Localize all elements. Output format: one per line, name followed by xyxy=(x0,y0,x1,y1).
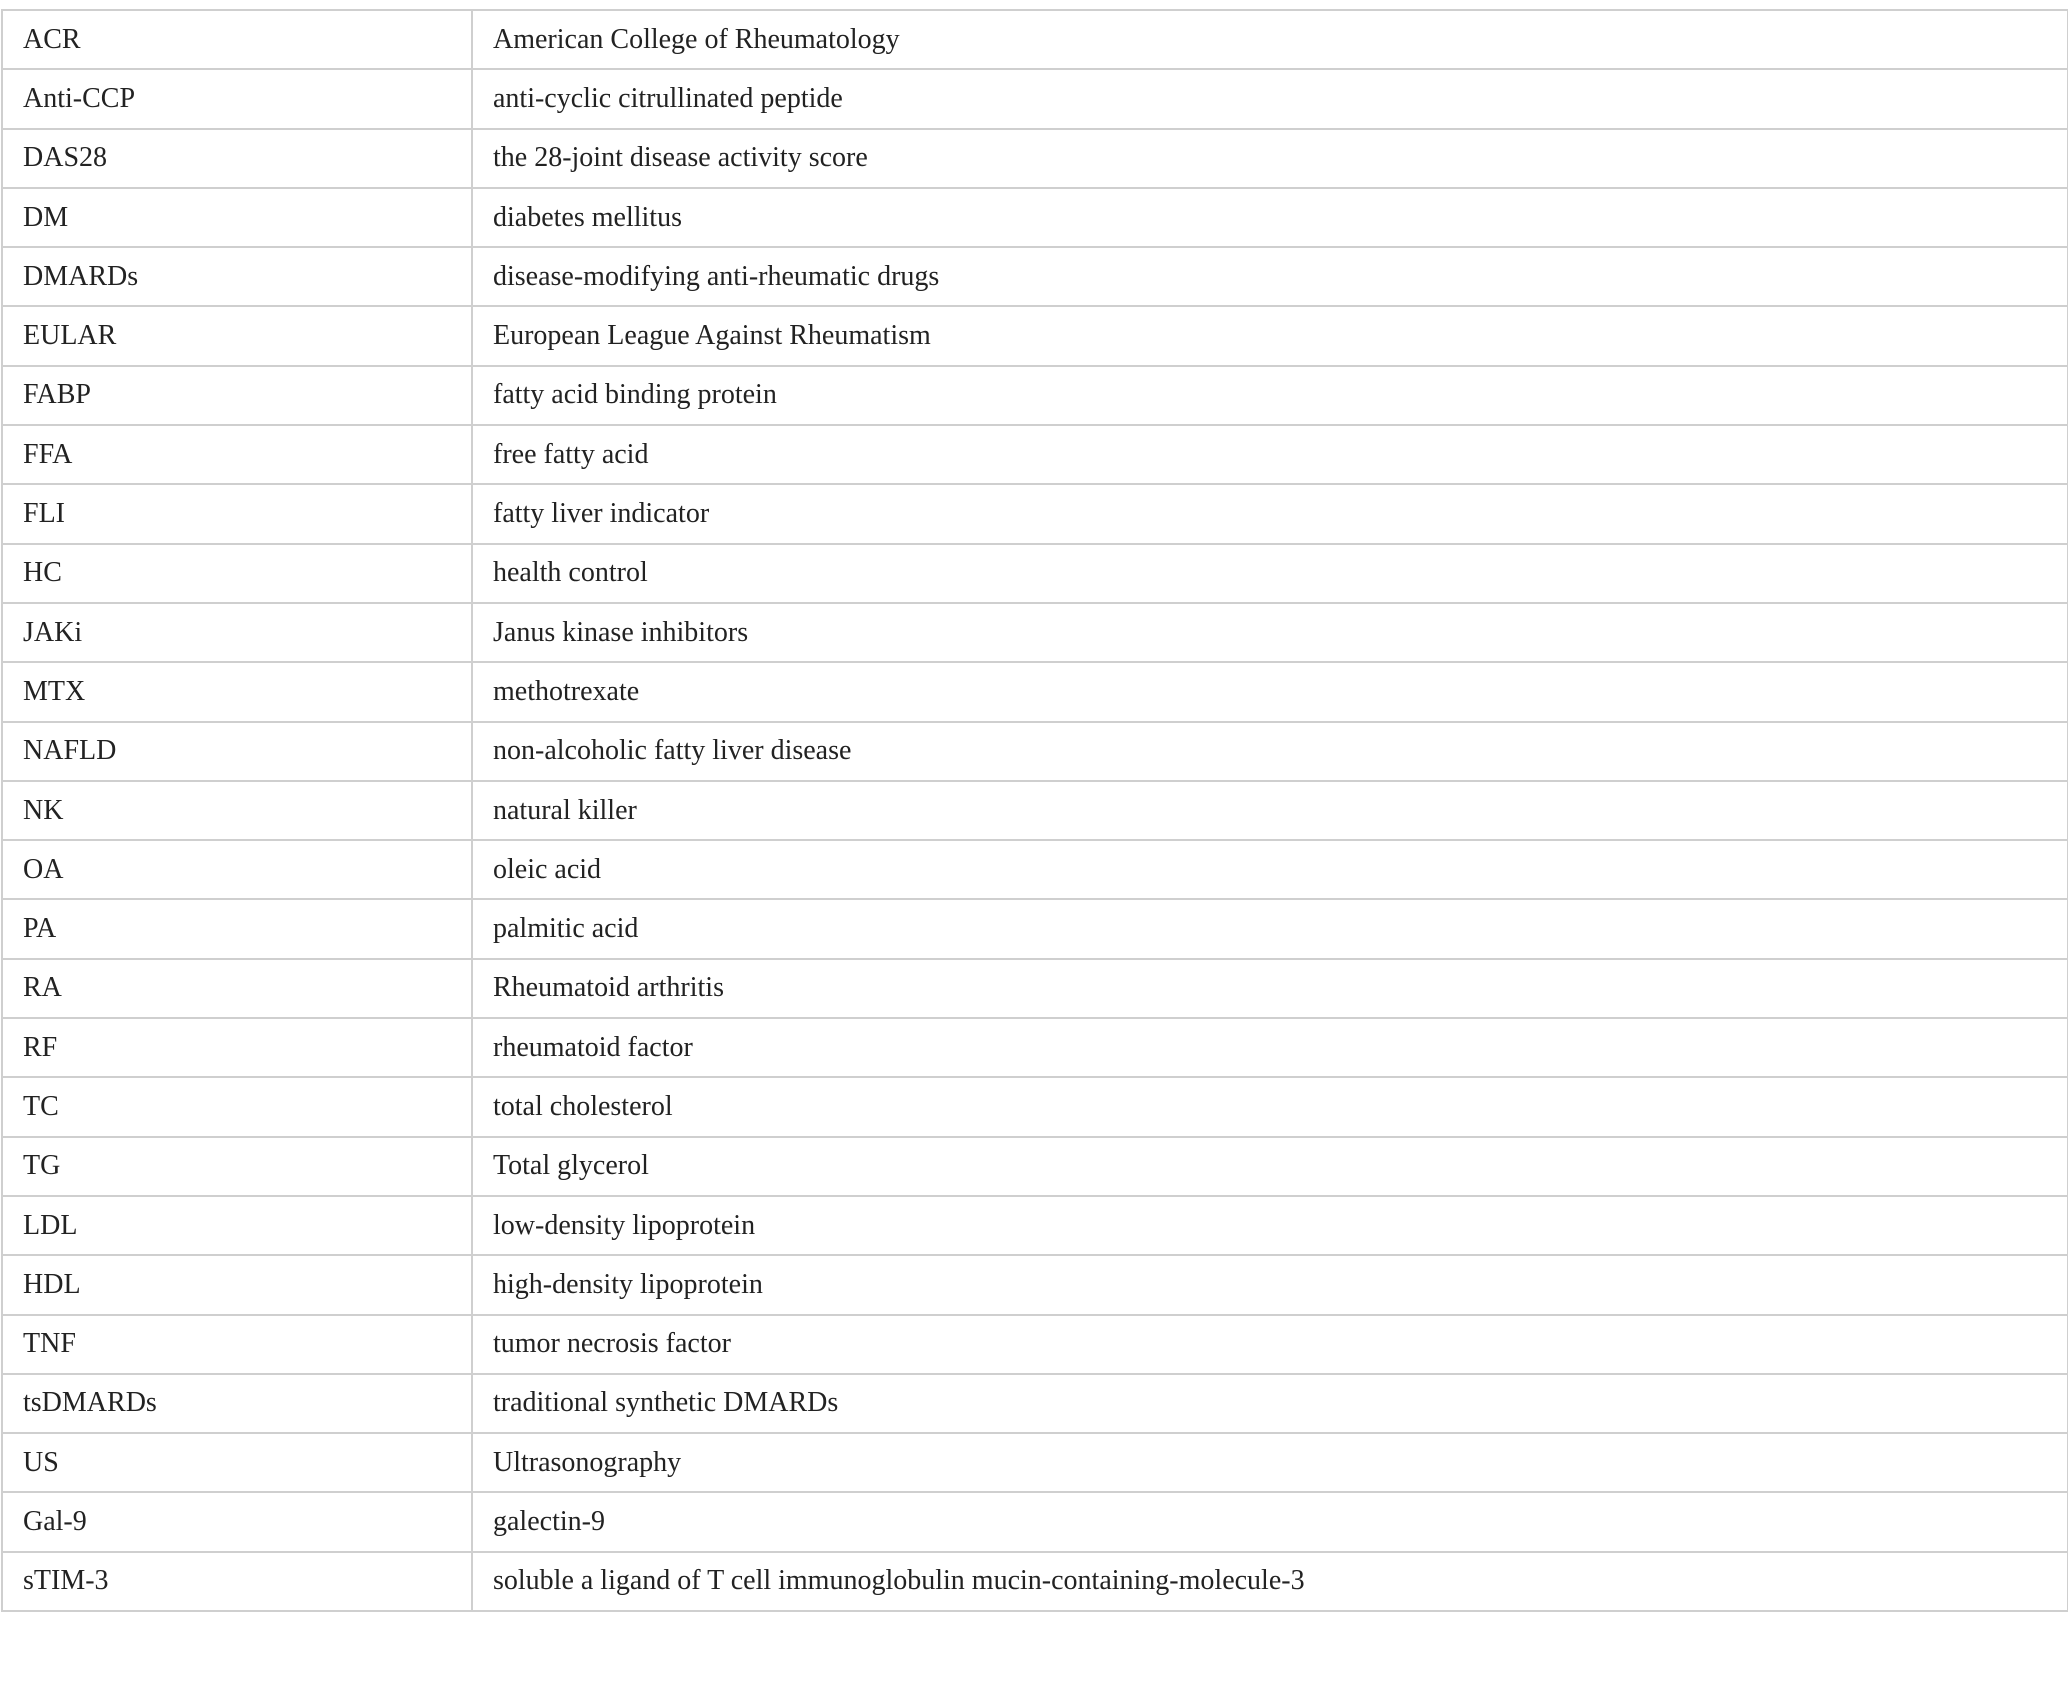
definition-cell: total cholesterol xyxy=(472,1077,2068,1136)
definition-cell: health control xyxy=(472,544,2068,603)
definition-cell: disease-modifying anti-rheumatic drugs xyxy=(472,247,2068,306)
definition-cell: high-density lipoprotein xyxy=(472,1255,2068,1314)
definition-cell: oleic acid xyxy=(472,840,2068,899)
definition-cell: European League Against Rheumatism xyxy=(472,306,2068,365)
abbreviation-cell: TNF xyxy=(2,1315,472,1374)
definition-cell: Total glycerol xyxy=(472,1137,2068,1196)
abbreviation-cell: ACR xyxy=(2,10,472,69)
table-row xyxy=(2,1433,2068,1492)
abbreviation-cell: NAFLD xyxy=(2,722,472,781)
table-row xyxy=(2,959,2068,1018)
definition-cell: tumor necrosis factor xyxy=(472,1315,2068,1374)
table-row xyxy=(2,840,2068,899)
definition-cell: natural killer xyxy=(472,781,2068,840)
abbreviations-table-body xyxy=(2,10,2068,1611)
table-row xyxy=(2,603,2068,662)
table-row xyxy=(2,425,2068,484)
table-row xyxy=(2,722,2068,781)
definition-cell: methotrexate xyxy=(472,662,2068,721)
abbreviation-cell: RF xyxy=(2,1018,472,1077)
definition-cell: rheumatoid factor xyxy=(472,1018,2068,1077)
table-row xyxy=(2,129,2068,188)
definition-cell: fatty liver indicator xyxy=(472,484,2068,543)
definition-cell: Ultrasonography xyxy=(472,1433,2068,1492)
table-row xyxy=(2,366,2068,425)
table-row xyxy=(2,662,2068,721)
abbreviation-cell: DMARDs xyxy=(2,247,472,306)
definition-cell: fatty acid binding protein xyxy=(472,366,2068,425)
definition-cell: anti-cyclic citrullinated peptide xyxy=(472,69,2068,128)
table-row xyxy=(2,484,2068,543)
table-row xyxy=(2,781,2068,840)
abbreviation-cell: TC xyxy=(2,1077,472,1136)
abbreviation-cell: Anti-CCP xyxy=(2,69,472,128)
abbreviation-cell: HDL xyxy=(2,1255,472,1314)
definition-cell: American College of Rheumatology xyxy=(472,10,2068,69)
definition-cell: galectin-9 xyxy=(472,1492,2068,1551)
definition-cell: Janus kinase inhibitors xyxy=(472,603,2068,662)
table-row xyxy=(2,1196,2068,1255)
abbreviation-cell: TG xyxy=(2,1137,472,1196)
abbreviation-cell: FLI xyxy=(2,484,472,543)
table-row xyxy=(2,1374,2068,1433)
abbreviation-cell: JAKi xyxy=(2,603,472,662)
definition-cell: the 28-joint disease activity score xyxy=(472,129,2068,188)
abbreviation-cell: FFA xyxy=(2,425,472,484)
definition-cell: free fatty acid xyxy=(472,425,2068,484)
table-row xyxy=(2,1315,2068,1374)
table-row xyxy=(2,1552,2068,1611)
definition-cell: traditional synthetic DMARDs xyxy=(472,1374,2068,1433)
abbreviation-cell: DAS28 xyxy=(2,129,472,188)
abbreviation-cell: EULAR xyxy=(2,306,472,365)
table-row xyxy=(2,1137,2068,1196)
table-row xyxy=(2,1018,2068,1077)
abbreviation-cell: sTIM-3 xyxy=(2,1552,472,1611)
table-row xyxy=(2,1492,2068,1551)
abbreviation-cell: MTX xyxy=(2,662,472,721)
abbreviations-table-container xyxy=(1,9,2067,1612)
abbreviation-cell: FABP xyxy=(2,366,472,425)
abbreviation-cell: LDL xyxy=(2,1196,472,1255)
abbreviation-cell: HC xyxy=(2,544,472,603)
abbreviation-cell: RA xyxy=(2,959,472,1018)
table-row xyxy=(2,247,2068,306)
abbreviation-cell: NK xyxy=(2,781,472,840)
definition-cell: Rheumatoid arthritis xyxy=(472,959,2068,1018)
abbreviation-cell: PA xyxy=(2,899,472,958)
table-row xyxy=(2,188,2068,247)
abbreviation-cell: OA xyxy=(2,840,472,899)
definition-cell: soluble a ligand of T cell immunoglobulin mucin-containing-molecule-3 xyxy=(472,1552,2068,1611)
table-row xyxy=(2,10,2068,69)
definition-cell: diabetes mellitus xyxy=(472,188,2068,247)
table-row xyxy=(2,1255,2068,1314)
table-row xyxy=(2,306,2068,365)
table-row xyxy=(2,69,2068,128)
abbreviations-table xyxy=(1,9,2068,1612)
abbreviation-cell: DM xyxy=(2,188,472,247)
definition-cell: low-density lipoprotein xyxy=(472,1196,2068,1255)
table-row xyxy=(2,544,2068,603)
definition-cell: palmitic acid xyxy=(472,899,2068,958)
abbreviation-cell: Gal-9 xyxy=(2,1492,472,1551)
definition-cell: non-alcoholic fatty liver disease xyxy=(472,722,2068,781)
table-row xyxy=(2,1077,2068,1136)
abbreviation-cell: US xyxy=(2,1433,472,1492)
abbreviation-cell: tsDMARDs xyxy=(2,1374,472,1433)
table-row xyxy=(2,899,2068,958)
